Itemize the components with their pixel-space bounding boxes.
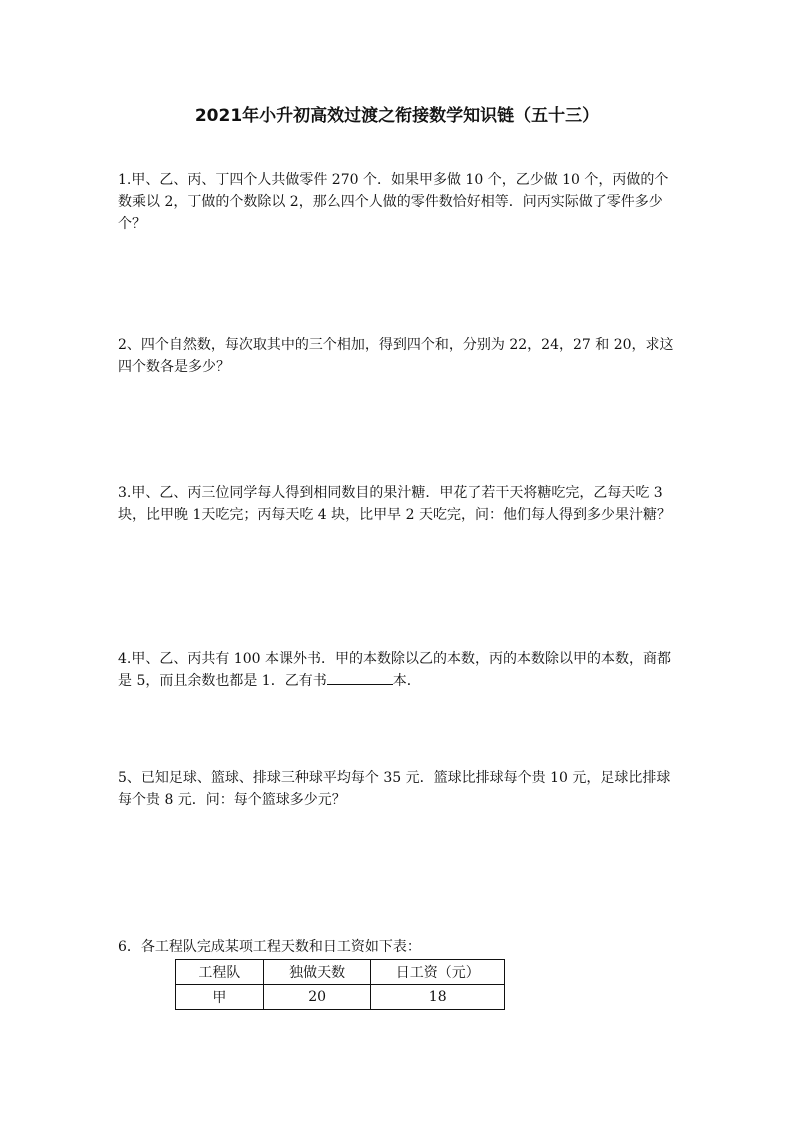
question-5: 5、已知足球、篮球、排球三种球平均每个 35 元．篮球比排球每个贵 10 元，足球比排球每个贵 8 元．问：每个篮球多少元？ (118, 770, 671, 808)
question-4-suffix: 本． (392, 673, 421, 689)
question-4-text: 4.甲、乙、丙共有 100 本课外书．甲的本数除以乙的本数，丙的本数除以甲的本数，商都是 5，而且余数也都是 1．乙有书 (118, 651, 671, 689)
table-cell-team: 甲 (176, 985, 264, 1010)
table-header-days: 独做天数 (263, 960, 371, 985)
question-3: 3.甲、乙、丙三位同学每人得到相同数目的果汁糖．甲花了若干天将糖吃完，乙每天吃 3 块，比甲晚 1天吃完；丙每天吃 4 块，比甲早 2 天吃完，问：他们每人得到多少果汁糖？ (118, 485, 671, 523)
wage-table (175, 959, 505, 1010)
question-1: 1.甲、乙、丙、丁四个人共做零件 270 个．如果甲多做 10 个，乙少做 10 个，丙做的个数乘以 2，丁做的个数除以 2，那么四个人做的零件数恰好相等．问丙实际做了零件多少个？ (118, 172, 669, 232)
question-2: 2、四个自然数，每次取其中的三个相加，得到四个和，分别为 22，24，27 和 20，求这四个数各是多少？ (118, 337, 674, 375)
table-header-row (176, 960, 505, 985)
question-6: 6．各工程队完成某项工程天数和日工资如下表： (118, 939, 421, 955)
table-cell-wage: 18 (371, 985, 505, 1010)
page-title: 2021年小升初高效过渡之衔接数学知识链（五十三） (194, 106, 600, 126)
table-header-team: 工程队 (176, 960, 264, 985)
answer-blank (327, 670, 393, 685)
question-4 (118, 648, 680, 692)
table-cell-days: 20 (263, 985, 371, 1010)
table-header-wage: 日工资（元） (371, 960, 505, 985)
table-row (176, 985, 505, 1010)
